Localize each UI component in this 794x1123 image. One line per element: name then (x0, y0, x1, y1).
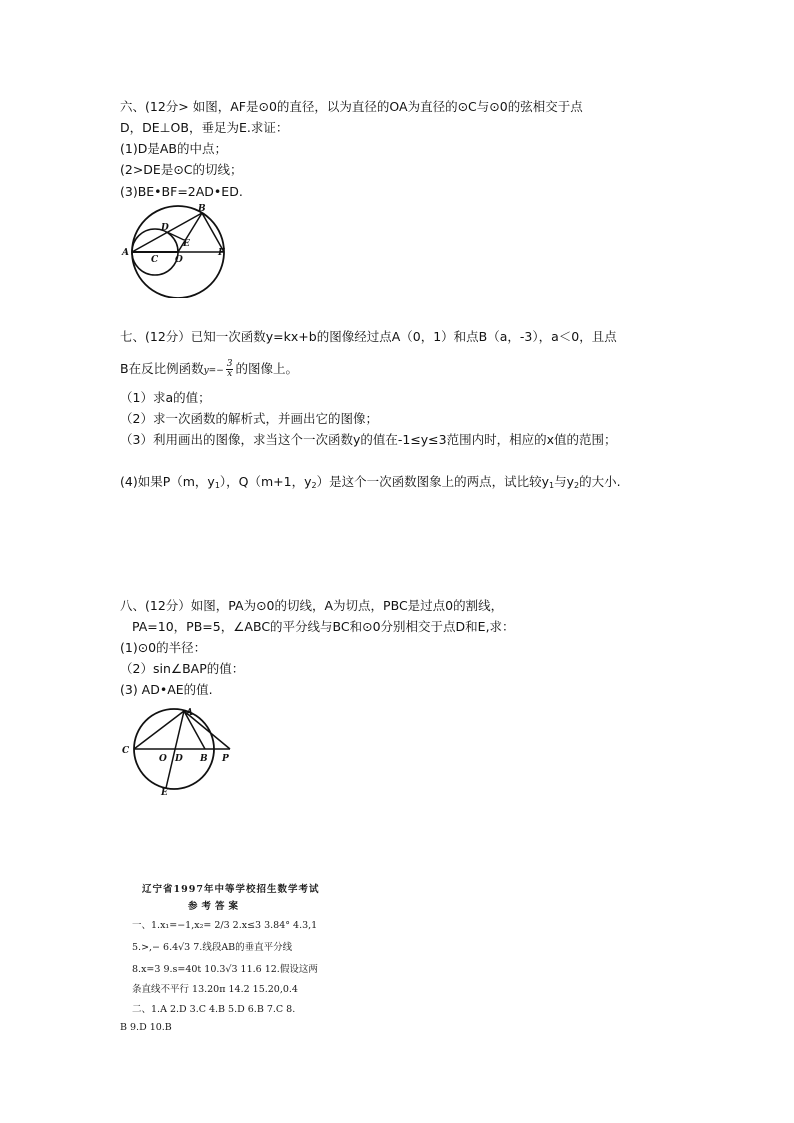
q7-line-4: （2）求一次函数的解析式，并画出它的图像； (120, 411, 378, 426)
q6-label-C: C (151, 255, 159, 265)
answer-key-title: 辽宁省1997年中等学校招生数学考试 (142, 884, 320, 895)
q8-geometry-figure (118, 704, 240, 796)
answer-key-subtitle: 参考答案 (188, 901, 243, 912)
answer-row-4: 条直线不平行 13.20π 14.2 15.20,0.4 (132, 984, 298, 995)
answer-row-3: 8.x=3 9.s=40t 10.3√3 11.6 12.假设这两 (132, 964, 318, 975)
q6-line-2: D，DE⊥OB，垂足为E.求证： (120, 120, 289, 135)
q7-line-6: (4)如果P（m，$y_1$），Q（m+1，$y_2$）是这个一次函数图象上的两点，试比较$y_1$与$y_2$的大小. (120, 474, 621, 490)
q7-line-2-post: 的图像上。 (235, 361, 298, 376)
q8-label-P: P (222, 754, 229, 764)
q6-label-D: D (161, 223, 169, 233)
q7-line-3: （1）求a的值； (120, 390, 211, 405)
q7-line-5: （3）利用画出的图像，求当这个一次函数y的值在-1≤y≤3范围内时，相应的x值的范围； (120, 432, 617, 447)
q6-label-B: B (198, 204, 206, 214)
q6-geometry-figure (118, 200, 228, 298)
q8-label-O: O (159, 754, 167, 764)
q6-label-O: O (175, 255, 183, 265)
q6-label-E: E (183, 239, 190, 249)
q6-label-A: A (122, 248, 129, 258)
q8-label-D: D (175, 754, 183, 764)
answer-row-2: 5.>,− 6.4√3 7.线段AB的垂直平分线 (132, 942, 293, 953)
answer-row-6: B 9.D 10.B (120, 1022, 172, 1033)
q7-line-2-pre: B在反比例函数 (120, 361, 204, 376)
q8-line-5: (3) AD•AE的值. (120, 682, 213, 697)
q7-line-1: 七、(12分）已知一次函数y=kx+b的图像经过点A（0，1）和点B（a，-3），a＜0，且点 (120, 329, 617, 344)
q8-label-E: E (161, 788, 168, 796)
q8-label-B: B (200, 754, 208, 764)
q8-line-4: （2）sin∠BAP的值： (120, 661, 245, 676)
q8-line-3: (1)⊙0的半径： (120, 640, 207, 655)
q6-line-3: (1)D是AB的中点； (120, 141, 227, 156)
q8-label-A: A (186, 708, 193, 718)
q6-line-4: (2>DE是⊙C的切线； (120, 162, 243, 177)
answer-row-5: 二、1.A 2.D 3.C 4.B 5.D 6.B 7.C 8. (132, 1004, 296, 1015)
q8-line-2: PA=10，PB=5，∠ABC的平分线与BC和⊙0分别相交于点D和E,求： (132, 619, 515, 634)
q7-line-2 (120, 360, 298, 379)
q6-line-1: 六、(12分> 如图，AF是⊙0的直径，以为直径的OA为直径的⊙C与⊙0的弦相交于点 (120, 99, 583, 114)
answer-row-1: 一、1.x₁=−1,x₂= 2/3 2.x≤3 3.84° 4.3,1 (132, 920, 318, 931)
q6-label-F: F (218, 248, 225, 258)
q8-label-C: C (122, 746, 130, 756)
q7-inverse-function-formula: y=− $\frac{3}{x}$ (203, 359, 233, 379)
q6-line-5: (3)BE•BF=2AD•ED. (120, 184, 243, 199)
q8-line-1: 八、(12分）如图，PA为⊙0的切线，A为切点，PBC是过点0的割线， (120, 598, 504, 613)
